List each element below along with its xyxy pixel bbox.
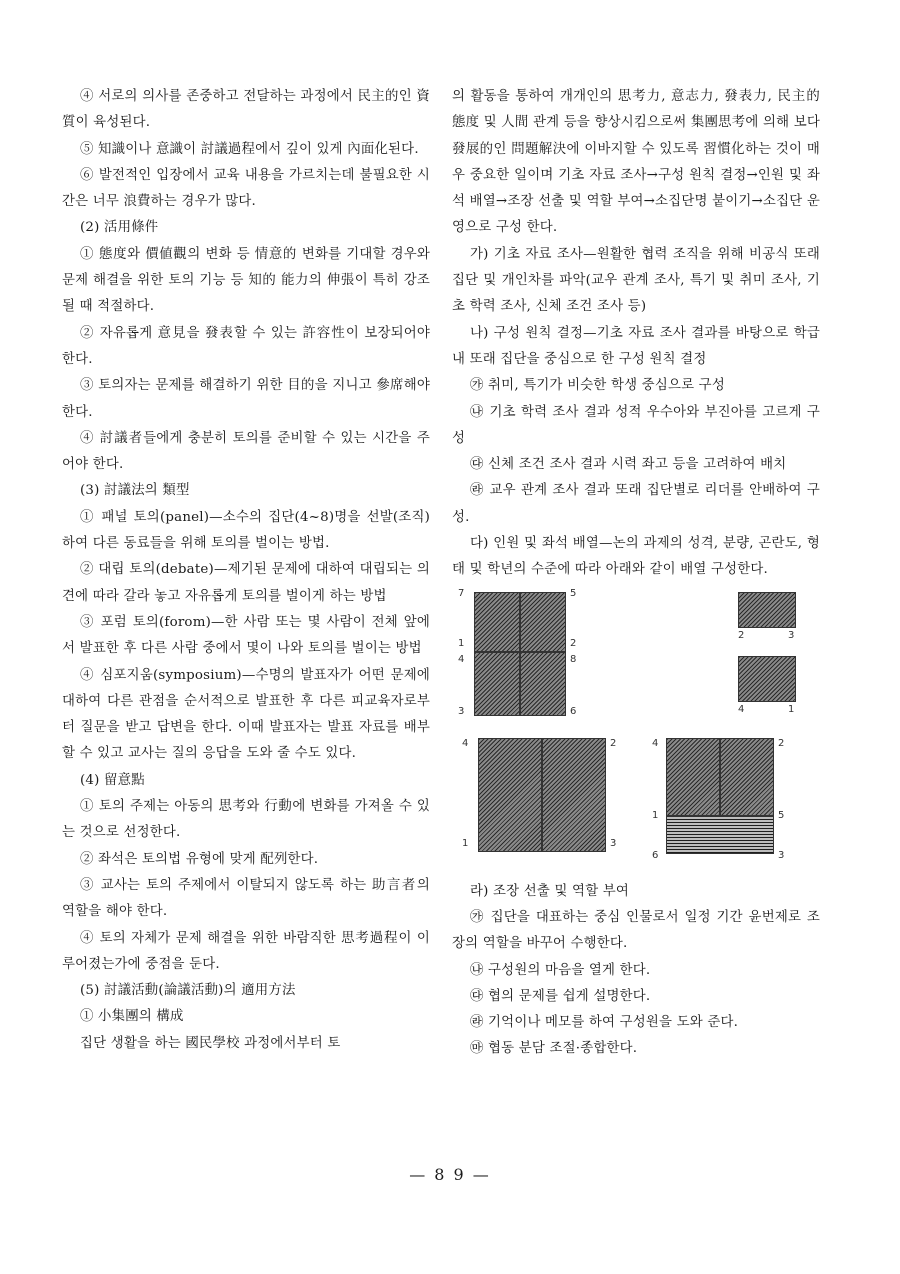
left-column bbox=[62, 84, 430, 1057]
paragraph: ④ 討議者들에게 충분히 토의를 준비할 수 있는 시간을 주어야 한다. bbox=[62, 430, 430, 473]
seat-label: 1 bbox=[788, 703, 795, 715]
seat-label: 4 bbox=[738, 703, 745, 715]
seat-label: 3 bbox=[778, 849, 785, 861]
seat-label: 8 bbox=[570, 653, 577, 665]
paragraph: ㉮ 취미, 특기가 비슷한 학생 중심으로 구성 bbox=[470, 378, 725, 394]
seat-label: 2 bbox=[778, 737, 785, 749]
seat-label: 3 bbox=[788, 629, 795, 641]
paragraph: ④ 토의 자체가 문제 해결을 위한 바람직한 思考過程이 이루어졌는가에 중점을 둔다. bbox=[62, 930, 430, 972]
paragraph: ㉰ 신체 조건 조사 결과 시력 좌고 등을 고려하여 배치 bbox=[470, 457, 787, 473]
paragraph: 의 활동을 통하여 개개인의 思考力, 意志力, 發表力, 民主的 態度 및 人間 관계 등을 향상시킴으로써 集團思考에 의해 보다 發展的인 問題解決에 이바지할 수 있도록 習慣化하는 것이 매우 중요한 일이며 기초 자료 조사→구성 원칙 결정→인원 및 좌석 배열→조장 선출 및 역할 부여→소집단명 붙이기→소집단 운영으로 구성 한다. bbox=[452, 89, 820, 236]
seat-label: 5 bbox=[778, 809, 785, 821]
paragraph: ⑥ 발전적인 입장에서 교육 내용을 가르치는데 불필요한 시간은 너무 浪費하는 경우가 많다. bbox=[62, 167, 430, 210]
seat-label: 4 bbox=[652, 737, 659, 749]
paragraph: ㉰ 협의 문제를 쉽게 설명한다. bbox=[470, 988, 651, 1004]
seat-label: 6 bbox=[570, 705, 577, 717]
seat-block bbox=[520, 592, 566, 652]
paragraph: ㉯ 구성원의 마음을 열게 한다. bbox=[470, 962, 651, 978]
seat-block bbox=[478, 738, 542, 852]
paragraph: ② 자유롭게 意見을 發表할 수 있는 許容性이 보장되어야 한다. bbox=[62, 325, 430, 367]
seat-label: 3 bbox=[458, 705, 465, 717]
seat-block bbox=[738, 656, 796, 702]
paragraph: 나) 구성 원칙 결정—기초 자료 조사 결과를 바탕으로 학급내 또래 집단을 중심으로 한 구성 원칙 결정 bbox=[452, 325, 820, 367]
paragraph: 집단 생활을 하는 國民學校 과정에서부터 토 bbox=[80, 1035, 341, 1051]
seat-label: 1 bbox=[462, 837, 469, 849]
seat-block bbox=[666, 816, 774, 854]
seat-label: 4 bbox=[462, 737, 469, 749]
paragraph: ① 토의 주제는 아동의 思考와 行動에 변화를 가져올 수 있는 것으로 선정한다. bbox=[62, 799, 430, 841]
paragraph: ③ 포럼 토의(forom)—한 사람 또는 몇 사람이 전체 앞에서 발표한 후 다른 사람 중에서 몇이 나와 토의를 벌이는 방법 bbox=[62, 614, 430, 657]
section-heading: (2) 活用條件 bbox=[80, 220, 159, 236]
paragraph: 가) 기초 자료 조사—원활한 협력 조직을 위해 비공식 또래 집단 및 개인차를 파악(교우 관계 조사, 특기 및 취미 조사, 기초 학력 조사, 신체 조건 조사 등) bbox=[452, 246, 820, 315]
section-heading: (3) 討議法의 類型 bbox=[80, 483, 190, 499]
seat-label: 5 bbox=[570, 587, 577, 599]
seat-label: 2 bbox=[570, 637, 577, 649]
seat-block bbox=[474, 592, 520, 652]
right-column bbox=[452, 84, 820, 1063]
seat-block bbox=[474, 652, 520, 716]
seat-block bbox=[542, 738, 606, 852]
paragraph: ③ 토의자는 문제를 해결하기 위한 目的을 지니고 參席해야 한다. bbox=[62, 378, 430, 420]
seat-label: 2 bbox=[610, 737, 617, 749]
paragraph: 다) 인원 및 좌석 배열—논의 과제의 성격, 분량, 곤란도, 형태 및 학년의 수준에 따라 아래와 같이 배열 구성한다. bbox=[452, 536, 820, 578]
paragraph: 라) 조장 선출 및 역할 부여 bbox=[470, 883, 630, 899]
paragraph: ④ 서로의 의사를 존중하고 전달하는 과정에서 民主的인 資質이 육성된다. bbox=[62, 89, 430, 131]
paragraph: ㉱ 교우 관계 조사 결과 또래 집단별로 리더를 안배하여 구성. bbox=[452, 483, 820, 525]
seat-label: 4 bbox=[458, 653, 465, 665]
seat-block bbox=[666, 738, 720, 816]
seat-block bbox=[720, 738, 774, 816]
page-number: — 8 9 — bbox=[409, 1165, 491, 1184]
seat-block bbox=[738, 592, 796, 628]
paragraph: ㉲ 협동 분담 조절·종합한다. bbox=[470, 1041, 638, 1057]
subsection-heading: ① 小集團의 構成 bbox=[80, 1009, 184, 1025]
paragraph: ㉱ 기억이나 메모를 하여 구성원을 도와 준다. bbox=[470, 1015, 739, 1031]
paragraph: ② 좌석은 토의법 유형에 맞게 配列한다. bbox=[80, 851, 319, 867]
section-heading: (4) 留意點 bbox=[80, 772, 145, 788]
paragraph: ④ 심포지움(symposium)—수명의 발표자가 어떤 문제에 대하여 다른 관점을 순서적으로 발표한 후 다른 피교육자로부터 질문을 받고 답변을 한다. 이때 발표자는 발표 자료를 배부할 수 있고 교사는 질의 응답을 도와 줄 수도 있다. bbox=[62, 667, 430, 762]
paragraph: ① 패널 토의(panel)—소수의 집단(4~8)명을 선발(조직)하여 다른 동료들을 위해 토의를 벌이는 방법. bbox=[62, 509, 430, 552]
seat-label: 6 bbox=[652, 849, 659, 861]
section-heading: (5) 討議活動(論議活動)의 適用方法 bbox=[80, 983, 296, 999]
paragraph: ㉯ 기초 학력 조사 결과 성적 우수아와 부진아를 고르게 구성 bbox=[452, 404, 820, 446]
seat-block bbox=[520, 652, 566, 716]
seat-label: 7 bbox=[458, 587, 465, 599]
seat-label: 3 bbox=[610, 837, 617, 849]
paragraph: ③ 교사는 토의 주제에서 이탈되지 않도록 하는 助言者의 역할을 해야 한다. bbox=[62, 877, 430, 920]
seat-label: 2 bbox=[738, 629, 745, 641]
paragraph: ㉮ 집단을 대표하는 중심 인물로서 일정 기간 윤번제로 조장의 역할을 바꾸어 수행한다. bbox=[452, 909, 820, 952]
seating-arrangement-figure bbox=[452, 588, 820, 873]
paragraph: ② 대립 토의(debate)—제기된 문제에 대하여 대립되는 의견에 따라 갈라 놓고 자유롭게 토의를 벌이게 하는 방법 bbox=[62, 562, 430, 604]
seat-label: 1 bbox=[458, 637, 465, 649]
seat-label: 1 bbox=[652, 809, 659, 821]
paragraph: ① 態度와 價値觀의 변화 등 情意的 변화를 기대할 경우와 문제 해결을 위한 토의 기능 등 知的 能力의 伸張이 특히 강조될 때 적절하다. bbox=[62, 246, 430, 315]
paragraph: ⑤ 知識이나 意識이 討議過程에서 깊이 있게 內面化된다. bbox=[80, 141, 419, 157]
